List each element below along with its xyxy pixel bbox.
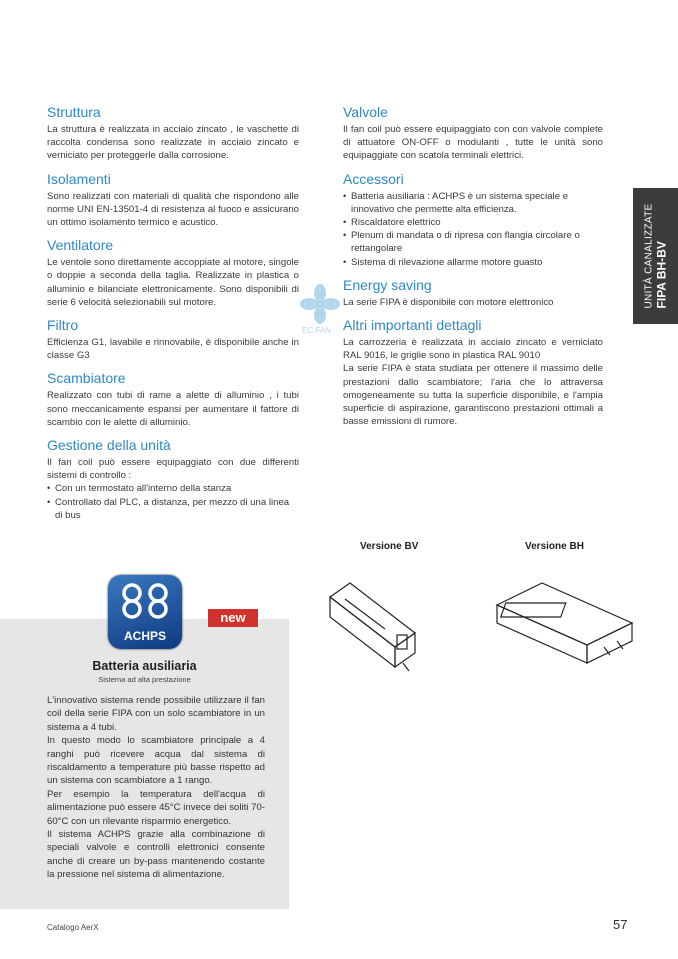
achps-paragraph: Per esempio la temperatura dell'acqua di alimentazione può essere 45°C invece dei soliti 70-60°C con un rilevante risparmio energetico. bbox=[47, 788, 265, 827]
achps-logo-label: ACHPS bbox=[123, 629, 166, 643]
heading-isolamenti: Isolamenti bbox=[47, 170, 111, 187]
achps-paragraph: L'innovativo sistema rende possibile utilizzare il fan coil della serie FIPA con un solo scambiatore in un sistema a 4 tubi. bbox=[47, 695, 265, 733]
version-bv-label: Versione BV bbox=[360, 541, 419, 552]
text-energy-saving: La serie FIPA è disponibile con motore elettronico bbox=[343, 296, 554, 308]
version-bh-label: Versione BH bbox=[525, 541, 584, 552]
text-isolamenti: Sono realizzati con materiali di qualità che rispondono alle norme UNI EN-13501-4 di resistenza al fuoco e assicurano un ottimo isolamento termico e acustico. bbox=[47, 190, 299, 229]
text-filtro: Efficienza G1, lavabile e rinnovabile, è disponibile anche in classe G3 bbox=[47, 337, 299, 362]
right-column bbox=[343, 104, 603, 436]
section-struttura bbox=[47, 104, 299, 163]
list-item: • Riscaldatore elettrico bbox=[343, 216, 603, 229]
ec-fan-label: EC FAN bbox=[302, 326, 331, 335]
list-item: • Controllato dal PLC, a distanza, per mezzo di una linea di bus bbox=[47, 496, 299, 522]
achps-subtitle: Sistema ad alta prestazione bbox=[98, 675, 191, 684]
text-valvole: Il fan coil può essere equipaggiato con con valvole completе di attuatore ON-OFF o modulanti , tutte le unità sono equipaggiate con scatola terminali elettrici. bbox=[343, 124, 603, 162]
side-tab-category: UNITÀ CANALIZZATE bbox=[643, 203, 654, 309]
unit-bh-drawing bbox=[492, 575, 637, 670]
heading-valvole: Valvole bbox=[343, 104, 388, 120]
text-altri-2: La serie FIPA è stata studiata per ottenere il massimo delle prestazioni dallo scambiatore; l'aria che lo attraversa omogeneamente su tutta la superficie disponibile, e l'ampia superficie di aspirazione, garantiscono prestazioni ottimali a basse emissioni di rumore. bbox=[343, 363, 603, 428]
unit-bv-drawing bbox=[325, 575, 435, 675]
heading-struttura: Struttura bbox=[47, 104, 101, 120]
heading-altri-dettagli: Altri importanti dettagli bbox=[343, 317, 482, 334]
text-ventilatore: Le ventole sono direttamente accoppiate al motore, singole o doppie a seconda della taglia. Realizzate in plastica o alluminio e bilanciate elettronicamente. Sono disponibili di serie 6 velocità selezionabili sul motore. bbox=[47, 257, 299, 308]
heading-gestione: Gestione della unità bbox=[47, 437, 171, 454]
page-number: 57 bbox=[613, 917, 628, 932]
achps-title: Batteria ausiliaria bbox=[92, 659, 197, 673]
section-gestione bbox=[47, 437, 299, 522]
side-tab-product: FIPA BH-BV bbox=[654, 241, 668, 309]
list-item: • Sistema di rilevazione allarme motore guasto bbox=[343, 256, 603, 269]
new-badge: new bbox=[208, 609, 258, 627]
heading-accessori: Accessori bbox=[343, 170, 404, 187]
gestione-list bbox=[47, 482, 299, 522]
heading-filtro: Filtro bbox=[47, 317, 79, 334]
ec-fan-logo bbox=[300, 284, 340, 340]
achps-logo bbox=[108, 575, 182, 649]
fan-icon bbox=[300, 284, 340, 326]
side-tab bbox=[633, 188, 678, 324]
section-altri-dettagli bbox=[343, 317, 603, 428]
achps-paragraph: Il sistema ACHPS grazie alla combinazione di speciali valvole e controlli elettronici consente anche di creare un by-pass mantenendo costante la pressione nel sistema di alimentazione. bbox=[47, 829, 265, 881]
section-ventilatore bbox=[47, 237, 299, 309]
heading-energy-saving: Energy saving bbox=[343, 276, 432, 293]
section-energy-saving bbox=[343, 277, 603, 309]
section-filtro bbox=[47, 317, 299, 362]
left-column bbox=[47, 104, 299, 530]
heading-scambiatore: Scambiatore bbox=[47, 370, 126, 387]
list-item: • Plenum di mandata o di ripresa con flangia circolare o rettangolare bbox=[343, 229, 603, 255]
section-scambiatore bbox=[47, 370, 299, 429]
accessori-list bbox=[343, 190, 603, 269]
heading-ventilatore: Ventilatore bbox=[47, 237, 114, 254]
list-item: • Batteria ausiliaria : ACHPS è un sistema speciale e innovativo che permette alta efficienza. bbox=[343, 190, 603, 216]
achps-paragraph: In questo modo lo scambiatore principale a 4 ranghi può ricevere acqua dal sistema di riscaldamento a temperature più basse rispetto ad un sistema con scambiatore a 1 rango. bbox=[47, 735, 265, 787]
list-item: • Con un termostato all'interno della stanza bbox=[47, 482, 299, 495]
section-valvole bbox=[343, 104, 603, 163]
section-accessori bbox=[343, 171, 603, 269]
footer-catalog: Catalogo AerX bbox=[47, 923, 99, 932]
text-scambiatore: Realizzato con tubi di rame a alette di alluminio , i tubi sono meccanicamente espansi per aumentare il fattore di scambio con le alette di alluminio. bbox=[47, 390, 299, 428]
text-gestione: Il fan coil può essere equipaggiato con due differenti sistemi di controllo : bbox=[47, 457, 299, 482]
achps-description bbox=[47, 694, 265, 882]
section-isolamenti bbox=[47, 171, 299, 230]
text-altri-1: La carrozzeria è realizzata in acciaio zincato e verniciato RAL 9016, le griglie sono in plastica RAL 9010 bbox=[343, 337, 603, 362]
text-struttura: La struttura è realizzata in acciaio zincato , le vaschette di raccolta condensa sono realizzate in acciaio zincato e verniciato per proteggerle dalla corrosione. bbox=[47, 124, 299, 162]
